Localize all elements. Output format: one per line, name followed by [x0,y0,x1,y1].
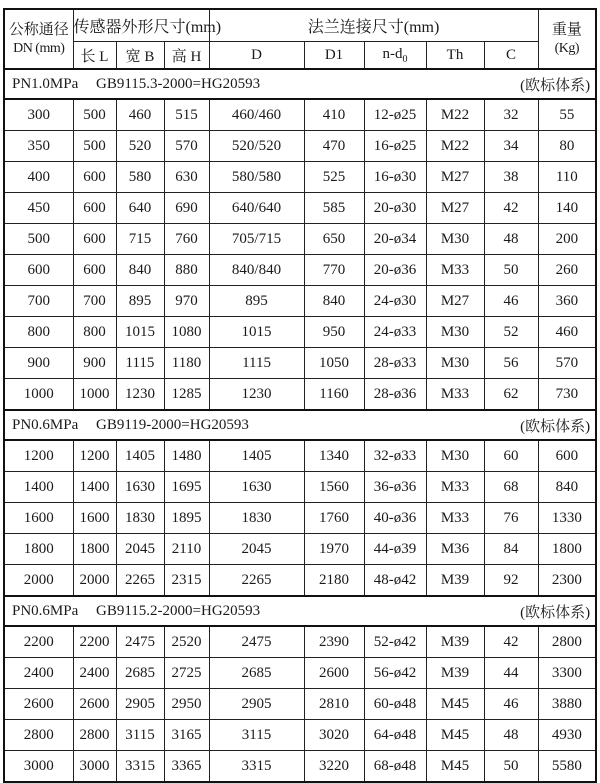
cell: 1015 [209,317,304,348]
cell: 770 [304,255,364,286]
cell: 640/640 [209,193,304,224]
cell: 1760 [304,503,364,534]
table-row [4,131,596,162]
col-header-weight-unit: (Kg) [554,40,580,56]
table-row [4,626,596,658]
standard-code: GB9115.2-2000=HG20593 [96,602,261,619]
table-row [4,162,596,193]
cell: 1115 [209,348,304,379]
cell: 800 [4,317,73,348]
table-row [4,379,596,411]
cell: 64-ø48 [364,720,426,751]
cell: 500 [73,99,116,131]
table-body [4,69,596,782]
cell: 800 [73,317,116,348]
cell: M36 [426,534,484,565]
cell: 50 [484,255,538,286]
cell: 1630 [116,472,164,503]
cell: 895 [116,286,164,317]
cell: 2200 [4,626,73,658]
cell: M30 [426,224,484,255]
cell: 2400 [73,658,116,689]
section-header-row [4,410,596,440]
cell: 5580 [538,751,596,783]
cell: 460 [116,99,164,131]
cell: 200 [538,224,596,255]
pressure-rating: PN0.6MPa [12,602,79,619]
cell: 1400 [73,472,116,503]
cell: 1400 [4,472,73,503]
cell: 3315 [209,751,304,783]
cell: 500 [4,224,73,255]
table-row [4,534,596,565]
cell: 600 [73,224,116,255]
cell: 715 [116,224,164,255]
cell: 1285 [164,379,209,411]
cell: 840/840 [209,255,304,286]
cell: M33 [426,503,484,534]
table-row [4,503,596,534]
cell: 2600 [73,689,116,720]
cell: 20-ø36 [364,255,426,286]
cell: 2685 [116,658,164,689]
cell: 580 [116,162,164,193]
cell: 690 [164,193,209,224]
cell: 1330 [538,503,596,534]
cell: 1830 [209,503,304,534]
table-row [4,751,596,783]
cell: 50 [484,751,538,783]
cell: 34 [484,131,538,162]
cell: 1895 [164,503,209,534]
flange-dimension-table [3,8,597,783]
cell: 970 [164,286,209,317]
cell: 600 [73,162,116,193]
table-row [4,472,596,503]
cell: 515 [164,99,209,131]
table-row [4,99,596,131]
col-header-d: D [209,42,304,70]
cell: 640 [116,193,164,224]
cell: 2265 [116,565,164,597]
cell: 3165 [164,720,209,751]
cell: M39 [426,658,484,689]
cell: 1970 [304,534,364,565]
cell: M30 [426,348,484,379]
cell: 840 [116,255,164,286]
cell: 1200 [4,440,73,472]
cell: 1830 [116,503,164,534]
cell: 2800 [73,720,116,751]
cell: 3315 [116,751,164,783]
table-row [4,440,596,472]
cell: 2110 [164,534,209,565]
cell: 2475 [116,626,164,658]
cell: 62 [484,379,538,411]
table-row [4,255,596,286]
cell: 630 [164,162,209,193]
col-header-n-d0: $n-d_0$ [364,42,426,70]
cell: 2800 [4,720,73,751]
cell: 2475 [209,626,304,658]
cell: 600 [4,255,73,286]
cell: 3000 [4,751,73,783]
cell: 585 [304,193,364,224]
cell: 1695 [164,472,209,503]
cell: M27 [426,193,484,224]
cell: 1230 [116,379,164,411]
col-header-width: 宽 B [116,42,164,70]
cell: 20-ø30 [364,193,426,224]
cell: 840 [304,286,364,317]
cell: M22 [426,99,484,131]
cell: 60-ø48 [364,689,426,720]
cell: 2905 [209,689,304,720]
table-row [4,348,596,379]
table-row [4,317,596,348]
section-header-row [4,69,596,99]
cell: 52 [484,317,538,348]
cell: 80 [538,131,596,162]
cell: 2950 [164,689,209,720]
cell: 24-ø33 [364,317,426,348]
cell: 600 [73,193,116,224]
cell: M30 [426,317,484,348]
cell: 1600 [73,503,116,534]
cell: 68 [484,472,538,503]
cell: M45 [426,720,484,751]
cell: 3220 [304,751,364,783]
cell: 1050 [304,348,364,379]
cell: 700 [73,286,116,317]
cell: 2265 [209,565,304,597]
col-header-length: 长 L [73,42,116,70]
cell: 2300 [538,565,596,597]
cell: 470 [304,131,364,162]
cell: 2000 [4,565,73,597]
cell: 38 [484,162,538,193]
cell: M33 [426,379,484,411]
cell: 42 [484,626,538,658]
cell: 46 [484,286,538,317]
cell: M33 [426,472,484,503]
cell: 28-ø36 [364,379,426,411]
cell: 44-ø39 [364,534,426,565]
cell: 24-ø30 [364,286,426,317]
cell: 900 [73,348,116,379]
cell: 2045 [116,534,164,565]
col-header-weight-cn: 重量 [551,21,582,38]
cell: 1405 [116,440,164,472]
cell: 1480 [164,440,209,472]
table-header [4,9,596,69]
col-header-weight [538,9,596,69]
cell: 46 [484,689,538,720]
cell: M39 [426,565,484,597]
cell: 400 [4,162,73,193]
cell: 1340 [304,440,364,472]
cell: 2520 [164,626,209,658]
cell: 1800 [73,534,116,565]
cell: 3300 [538,658,596,689]
cell: 1600 [4,503,73,534]
cell: 76 [484,503,538,534]
cell: 1000 [73,379,116,411]
cell: 500 [73,131,116,162]
cell: 56-ø42 [364,658,426,689]
pressure-rating: PN0.6MPa [12,416,79,433]
cell: M45 [426,689,484,720]
cell: 2800 [538,626,596,658]
cell: 68-ø48 [364,751,426,783]
cell: 110 [538,162,596,193]
cell: 350 [4,131,73,162]
cell: 48 [484,224,538,255]
cell: 3880 [538,689,596,720]
cell: 2390 [304,626,364,658]
standard-system: (欧标体系) [520,418,591,435]
cell: 42 [484,193,538,224]
cell: 600 [73,255,116,286]
cell: 1405 [209,440,304,472]
cell: 2400 [4,658,73,689]
cell: 580/580 [209,162,304,193]
col-header-dn-cn: 公称通径 [8,21,69,38]
col-header-th: Th [426,42,484,70]
cell: 44 [484,658,538,689]
cell: 570 [538,348,596,379]
cell: M39 [426,626,484,658]
cell: 260 [538,255,596,286]
cell: 48-ø42 [364,565,426,597]
cell: 650 [304,224,364,255]
cell: 3000 [73,751,116,783]
col-header-dn-unit: DN (mm) [13,40,65,56]
col-header-dn [4,9,73,69]
cell: 1015 [116,317,164,348]
table-row [4,689,596,720]
table-row [4,224,596,255]
cell: 520 [116,131,164,162]
cell: 950 [304,317,364,348]
cell: 4930 [538,720,596,751]
cell: 20-ø34 [364,224,426,255]
cell: 360 [538,286,596,317]
cell: 760 [164,224,209,255]
standard-system: (欧标体系) [520,604,591,621]
table-row [4,720,596,751]
cell: 2685 [209,658,304,689]
cell: 3115 [116,720,164,751]
cell: 570 [164,131,209,162]
cell: 900 [4,348,73,379]
cell: 16-ø25 [364,131,426,162]
table-row [4,565,596,597]
cell: 880 [164,255,209,286]
cell: 2810 [304,689,364,720]
cell: M30 [426,440,484,472]
cell: 1000 [4,379,73,411]
cell: 525 [304,162,364,193]
cell: 600 [538,440,596,472]
cell: 2200 [73,626,116,658]
col-group-sensor-dimensions: 传感器外形尺寸(mm) [73,9,209,42]
table-row [4,193,596,224]
cell: 3115 [209,720,304,751]
cell: M27 [426,286,484,317]
cell: 16-ø30 [364,162,426,193]
standard-system: (欧标体系) [520,77,591,94]
cell: M27 [426,162,484,193]
cell: 2315 [164,565,209,597]
cell: 1230 [209,379,304,411]
col-header-c: C [484,42,538,70]
cell: 1080 [164,317,209,348]
cell: 52-ø42 [364,626,426,658]
cell: M22 [426,131,484,162]
cell: 730 [538,379,596,411]
cell: 2600 [4,689,73,720]
cell: 450 [4,193,73,224]
cell: 705/715 [209,224,304,255]
cell: 460 [538,317,596,348]
cell: 520/520 [209,131,304,162]
cell: 895 [209,286,304,317]
table-row [4,658,596,689]
cell: 1560 [304,472,364,503]
cell: 3365 [164,751,209,783]
standard-code: GB9119-2000=HG20593 [96,416,249,433]
cell: 1630 [209,472,304,503]
cell: 40-ø36 [364,503,426,534]
cell: 1160 [304,379,364,411]
cell: 55 [538,99,596,131]
pressure-rating: PN1.0MPa [12,75,79,92]
cell: 32 [484,99,538,131]
cell: 1115 [116,348,164,379]
cell: 2725 [164,658,209,689]
cell: 28-ø33 [364,348,426,379]
cell: 48 [484,720,538,751]
cell: 460/460 [209,99,304,131]
col-group-flange-dimensions: 法兰连接尺寸(mm) [209,9,538,42]
cell: 3020 [304,720,364,751]
cell: 1180 [164,348,209,379]
cell: 2180 [304,565,364,597]
cell: 60 [484,440,538,472]
cell: 84 [484,534,538,565]
cell: 56 [484,348,538,379]
cell: 1800 [538,534,596,565]
col-header-d1: D1 [304,42,364,70]
cell: 1200 [73,440,116,472]
cell: 32-ø33 [364,440,426,472]
cell: 92 [484,565,538,597]
table-row [4,286,596,317]
cell: 140 [538,193,596,224]
cell: 12-ø25 [364,99,426,131]
cell: 840 [538,472,596,503]
cell: 2905 [116,689,164,720]
cell: 2600 [304,658,364,689]
section-header-row [4,596,596,626]
cell: 2045 [209,534,304,565]
cell: 300 [4,99,73,131]
cell: 36-ø36 [364,472,426,503]
cell: M33 [426,255,484,286]
cell: 700 [4,286,73,317]
cell: 1800 [4,534,73,565]
cell: M45 [426,751,484,783]
col-header-height: 高 H [164,42,209,70]
standard-code: GB9115.3-2000=HG20593 [96,75,261,92]
cell: 2000 [73,565,116,597]
cell: 410 [304,99,364,131]
